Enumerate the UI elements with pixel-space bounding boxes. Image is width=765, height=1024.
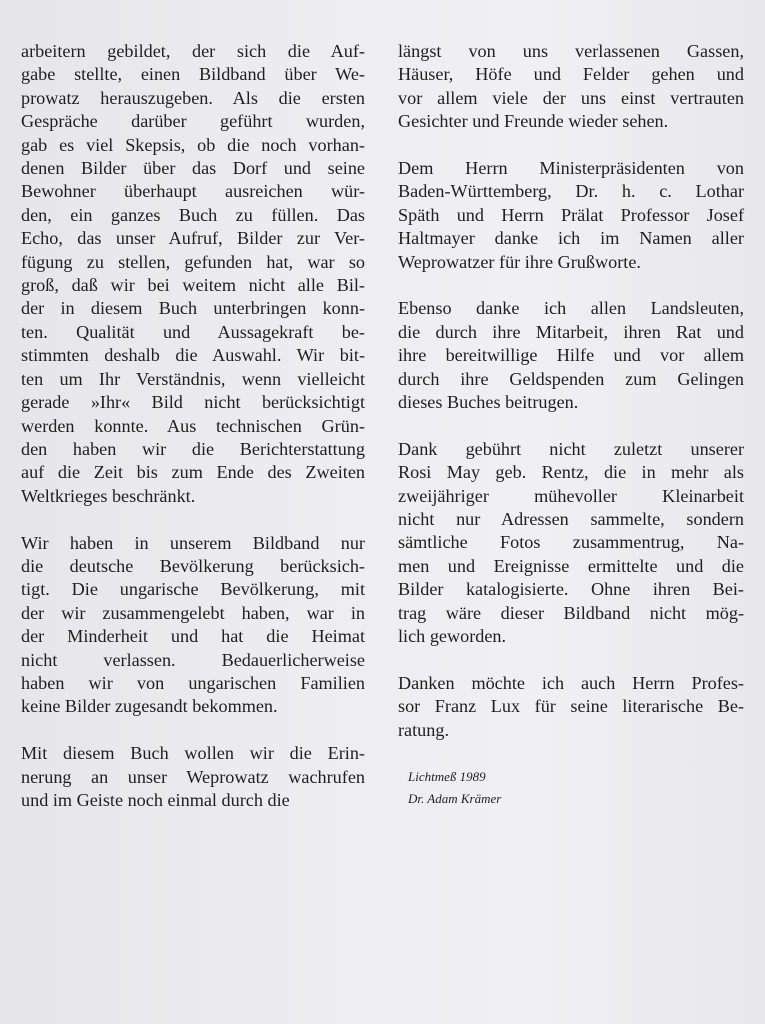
text-line: Baden-Württemberg, Dr. h. c. Lothar [398,181,744,202]
text-line: nicht verlassen. Bedauerlicherweise [21,649,365,670]
right-text-column [398,40,744,810]
text-line: auf die Zeit bis zum Ende des Zweiten [21,462,365,483]
text-line: Bewohner überhaupt ausreichen wür- [21,181,365,202]
text-line: Späth und Herrn Prälat Professor Josef [398,204,744,225]
paragraph [21,532,365,719]
text-line: dieses Buches beitrugen. [398,392,579,413]
text-line: fügung zu stellen, gefunden hat, war so [21,251,365,272]
text-line: Danken möchte ich auch Herrn Profes- [398,672,744,693]
text-line: prowatz herauszugeben. Als die ersten [21,87,365,108]
text-line: Weprowatzer für ihre Grußworte. [398,251,641,272]
text-line: durch ihre Geldspenden zum Gelingen [398,368,744,389]
text-line: Häuser, Höfe und Felder gehen und [398,64,744,85]
text-line: Wir haben in unserem Bildband nur [21,532,365,553]
text-line: Dank gebührt nicht zuletzt unserer [398,438,744,459]
text-line: den haben wir die Berichterstattung [21,438,365,459]
text-line: Ebenso danke ich allen Landsleuten, [398,298,744,319]
paragraph [398,672,744,742]
text-line: Weltkrieges beschränkt. [21,485,196,506]
text-line: der wir zusammengelebt haben, war in [21,602,365,623]
text-line: men und Ereignisse ermittelte und die [398,555,744,576]
signature-date: Lichtmeß 1989 [408,768,486,784]
paragraph [398,438,744,649]
text-line: groß, daß wir bei weitem nicht alle Bil- [21,275,365,296]
left-text-column [21,40,365,836]
text-line: gerade »Ihr« Bild nicht berücksichtigt [21,392,365,413]
text-line: Bilder katalogisierte. Ohne ihren Bei- [398,579,744,600]
text-line: die durch ihre Mitarbeit, ihren Rat und [398,321,744,342]
text-line: nicht nur Adressen sammelte, sondern [398,509,744,530]
text-line: gab es viel Skepsis, ob die noch vorhan- [21,134,365,155]
signature-name: Dr. Adam Krämer [408,790,502,806]
text-line: ten um Ihr Verständnis, wenn vielleicht [21,368,365,389]
text-line: längst von uns verlassenen Gassen, [398,41,744,61]
text-line: der in diesem Buch unterbringen konn- [21,298,365,319]
paragraph [21,40,365,508]
paragraph [398,157,744,274]
paragraph [398,40,744,134]
text-line: und im Geiste noch einmal durch die [21,789,290,810]
text-line: nerung an unser Weprowatz wachrufen [21,766,365,787]
text-line: die deutsche Bevölkerung berücksich- [21,555,365,576]
text-line: tigt. Die ungarische Bevölkerung, mit [21,579,365,600]
text-line: lich geworden. [398,626,507,647]
text-line: ten. Qualität und Aussagekraft be- [21,321,365,342]
text-line: denen Bilder über das Dorf und seine [21,158,365,179]
text-line: Gespräche darüber geführt wurden, [21,111,365,132]
signature-block [398,766,744,810]
text-line: Rosi May geb. Rentz, die in mehr als [398,462,744,483]
text-line: Gesichter und Freunde wieder sehen. [398,111,669,132]
text-line: Echo, das unser Aufruf, Bilder zur Ver- [21,228,365,249]
text-line: werden konnte. Aus technischen Grün- [21,415,365,436]
text-line: vor allem viele der uns einst vertrauten [398,87,744,108]
text-line: haben wir von ungarischen Familien [21,672,365,693]
text-line: Mit diesem Buch wollen wir die Erin- [21,743,365,764]
paragraph [398,297,744,414]
text-line: stimmten deshalb die Auswahl. Wir bit- [21,345,365,366]
text-line: den, ein ganzes Buch zu füllen. Das [21,204,365,225]
text-line: sämtliche Fotos zusammentrug, Na- [398,532,744,553]
text-line: gabe stellte, einen Bildband über We- [21,64,365,85]
right-paragraphs [398,40,744,742]
paragraph [21,742,365,812]
text-line: ratung. [398,719,450,740]
text-line: arbeitern gebildet, der sich die Auf- [21,41,365,61]
text-line: Haltmayer danke ich im Namen aller [398,228,744,249]
text-line: keine Bilder zugesandt bekommen. [21,696,278,717]
text-line: Dem Herrn Ministerpräsidenten von [398,158,744,179]
text-line: der Minderheit und hat die Heimat [21,626,365,647]
text-line: sor Franz Lux für seine literarische Be- [398,696,744,717]
text-line: zweijähriger mühevoller Kleinarbeit [398,485,744,506]
text-line: trag wäre dieser Bildband nicht mög- [398,602,744,623]
text-line: ihre bereitwillige Hilfe und vor allem [398,345,744,366]
